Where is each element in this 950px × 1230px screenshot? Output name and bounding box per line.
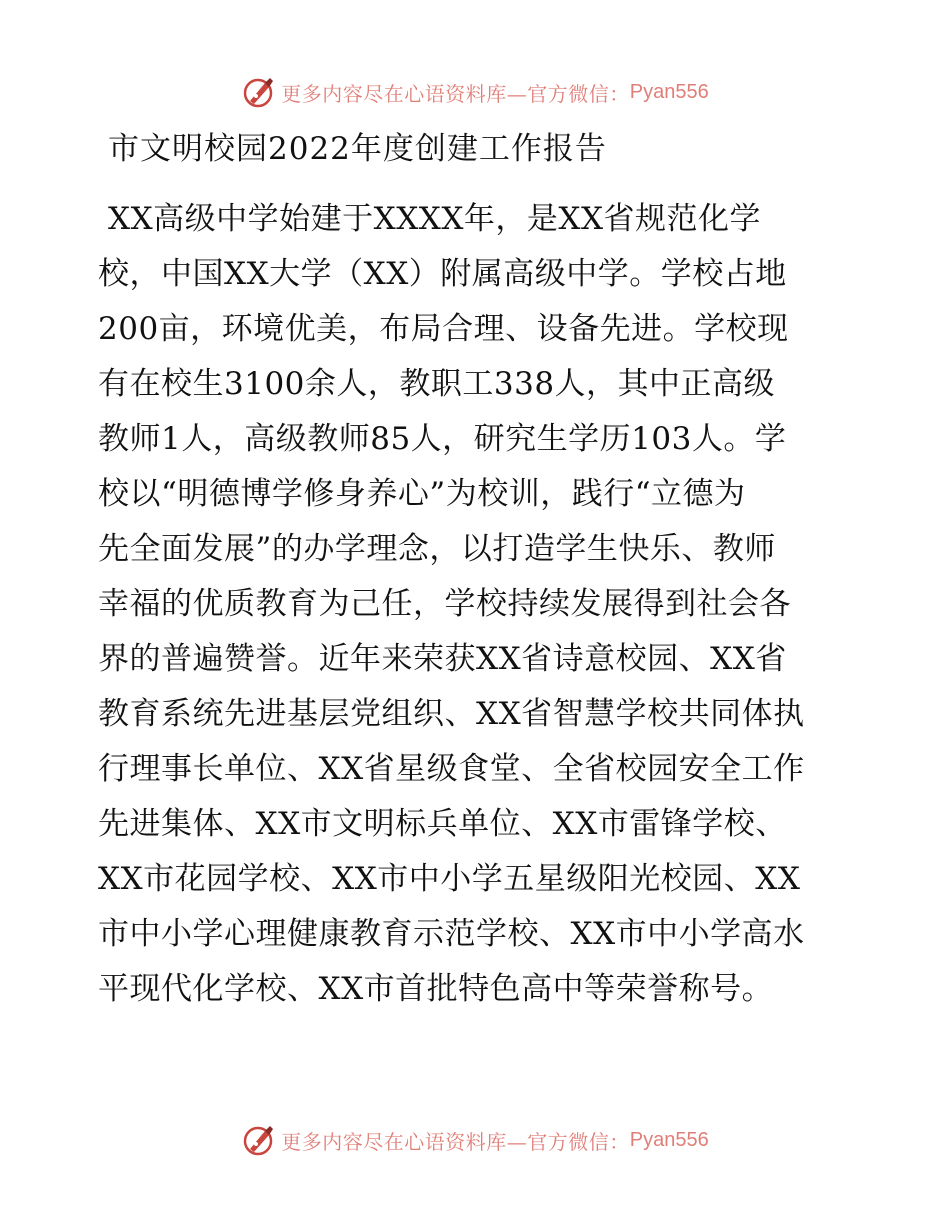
pen-nib-logo-icon [241, 75, 275, 109]
body-line: 有在校生3100余人，教职工338人，其中正高级 [98, 366, 776, 402]
watermark-text: 更多内容尽在心语资料库—官方微信： [281, 81, 630, 106]
watermark-wechat-id: Pyan556 [629, 80, 709, 103]
body-line: 校以“明德博学修身养心”为校训，践行“立德为 [98, 476, 746, 512]
body-line: 界的普遍赞誉。近年来荣获XX省诗意校园、XX省 [98, 641, 787, 677]
body-line: 校，中国XX大学（XX）附属高级中学。学校占地 [98, 256, 787, 292]
document-body [98, 192, 858, 1017]
document-title: 市文明校园2022年度创建工作报告 [108, 131, 607, 167]
watermark-text: 更多内容尽在心语资料库—官方微信： [281, 1129, 630, 1154]
body-line: 平现代化学校、XX市首批特色高中等荣誉称号。 [98, 971, 774, 1007]
body-line: 教育系统先进基层党组织、XX省智慧学校共同体执 [98, 696, 805, 732]
header-watermark [0, 72, 950, 112]
body-line: 市中小学心理健康教育示范学校、XX市中小学高水 [98, 916, 805, 952]
body-line: XX高级中学始建于XXXX年，是XX省规范化学 [108, 201, 762, 237]
body-line: 先进集体、XX市文明标兵单位、XX市雷锋学校、 [98, 806, 787, 842]
body-line: XX市花园学校、XX市中小学五星级阳光校园、XX [98, 861, 801, 897]
watermark-wechat-id: Pyan556 [629, 1128, 709, 1151]
body-line: 行理事长单位、XX省星级食堂、全省校园安全工作 [98, 751, 805, 787]
body-line: 先全面发展”的办学理念，以打造学生快乐、教师 [98, 531, 776, 567]
footer-watermark [0, 1120, 950, 1160]
pen-nib-logo-icon [241, 1123, 275, 1157]
body-line: 幸福的优质教育为己任，学校持续发展得到社会各 [98, 586, 791, 622]
body-line: 教师1人，高级教师85人，研究生学历103人。学 [98, 421, 787, 457]
body-line: 200亩，环境优美，布局合理、设备先进。学校现 [98, 311, 789, 347]
